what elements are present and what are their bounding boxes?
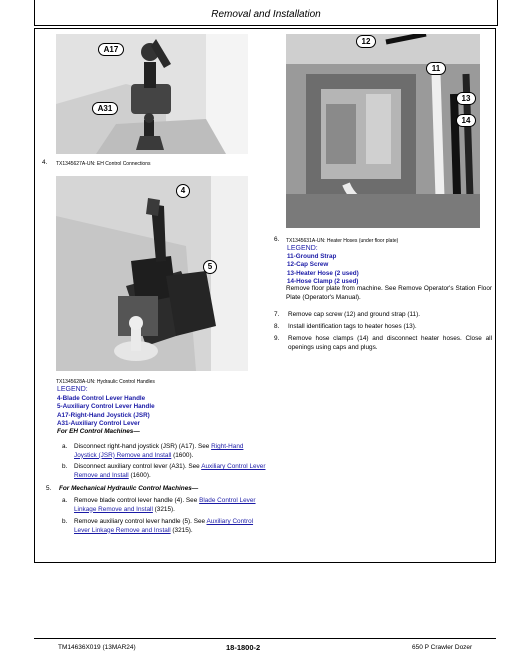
callout-a17: A17 (98, 43, 124, 56)
mechanical-heading: For Mechanical Hydraulic Control Machines— (59, 485, 199, 492)
page-header-frame (34, 0, 498, 26)
legend-item: A31-Auxiliary Control Lever (57, 420, 140, 428)
step-number-8: 8. (274, 323, 280, 330)
step-text-tail: (3215). (154, 505, 175, 513)
callout-14: 14 (456, 114, 476, 127)
section-title: Removal and Installation (211, 9, 321, 20)
callout-4: 4 (176, 184, 190, 198)
figure-caption-hydraulic: TX1345628A-UN: Hydraulic Control Handles (56, 379, 155, 385)
step-b-label: b. (62, 463, 68, 470)
legend-item: 14-Hose Clamp (2 used) (287, 278, 359, 286)
callout-11: 11 (426, 62, 446, 75)
step-a2-label: a. (62, 497, 68, 504)
step-text-tail: (1600). (130, 471, 151, 479)
photo-eh-control-connections (56, 34, 248, 154)
step-b2-label: b. (62, 518, 68, 525)
footer-doc-id: TM14636X019 (13MAR24) (58, 644, 136, 651)
step-9-text: Remove hose clamps (14) and disconnect heater hoses. Close all openings using caps and plugs. (288, 335, 492, 351)
step-number-5: 5. (46, 485, 52, 492)
legend-item: 12-Cap Screw (287, 261, 329, 269)
legend-item: 13-Heater Hose (2 used) (287, 269, 359, 277)
step-text-tail: (1600). (173, 451, 194, 459)
link-auxiliary-control-lever-linkage[interactable]: Auxiliary Control Lever Linkage Remove and Install (74, 518, 254, 534)
photo-hydraulic-control-handles (56, 176, 248, 371)
callout-5: 5 (203, 260, 217, 274)
step-a2-text (74, 497, 266, 514)
link-auxiliary-control-lever[interactable]: Auxiliary Control Lever Remove and Install (74, 463, 266, 479)
legend-item: 11-Ground Strap (287, 253, 337, 260)
step-8-text: Install identification tags to heater hoses (13). (288, 323, 417, 330)
link-blade-control-lever[interactable]: Blade Control Lever Linkage Remove and Install (74, 497, 256, 513)
photo-heater-hoses (286, 34, 480, 228)
callout-12: 12 (356, 35, 376, 48)
legend-left-list (57, 395, 155, 429)
legend-item: 5-Auxiliary Control Lever Handle (57, 403, 155, 411)
legend-left-title: LEGEND: (57, 386, 88, 393)
step-b2-text (74, 518, 266, 535)
eh-heading: For EH Control Machines— (57, 428, 140, 435)
floor-plate-reference: Remove Operator's Station Floor Plate (286, 285, 493, 301)
legend-item: 4-Blade Control Lever Handle (57, 395, 146, 402)
link-right-hand-joystick[interactable]: Right-Hand Joystick (JSR) Remove and Install (74, 443, 244, 459)
step-6-text (286, 285, 492, 302)
footer-divider (34, 638, 496, 639)
photo-eh-drawing (56, 34, 248, 154)
step-7-text: Remove cap screw (12) and ground strap (11). (288, 311, 421, 318)
step-text-tail: (Operator's Manual). (302, 293, 361, 301)
step-text-tail: (3215). (172, 526, 193, 534)
legend-item: A17-Right-Hand Joystick (JSR) (57, 411, 150, 419)
photo-heater-drawing (286, 34, 480, 228)
step-b-text (74, 463, 266, 480)
step-text: Disconnect right-hand joystick (JSR) (A17). See (74, 443, 210, 450)
step-number-9: 9. (274, 335, 280, 342)
step-a-label: a. (62, 443, 68, 450)
step-text: Remove floor plate from machine. See (286, 285, 397, 292)
figure-caption-heater: TX1345631A-UN: Heater Hoses (under floor plate) (286, 238, 399, 244)
step-number-4: 4. (42, 159, 48, 166)
callout-a31: A31 (92, 102, 118, 115)
legend-right-list (287, 253, 359, 287)
figure-caption-eh: TX1345627A-UN: EH Control Connections (56, 161, 151, 167)
footer-model: 650 P Crawler Dozer (412, 644, 473, 651)
step-text: Disconnect auxiliary control lever (A31). See (74, 463, 200, 470)
step-text: Remove auxiliary control lever handle (5). See (74, 518, 206, 525)
step-text: Remove blade control lever handle (4). See (74, 497, 198, 504)
photo-hydraulic-drawing (56, 176, 248, 371)
callout-13: 13 (456, 92, 476, 105)
step-a-text (74, 443, 266, 460)
step-number-6: 6. (274, 236, 280, 243)
step-number-7: 7. (274, 311, 280, 318)
footer-page-number: 18-1800-2 (226, 643, 261, 652)
legend-right-title: LEGEND: (287, 245, 318, 252)
